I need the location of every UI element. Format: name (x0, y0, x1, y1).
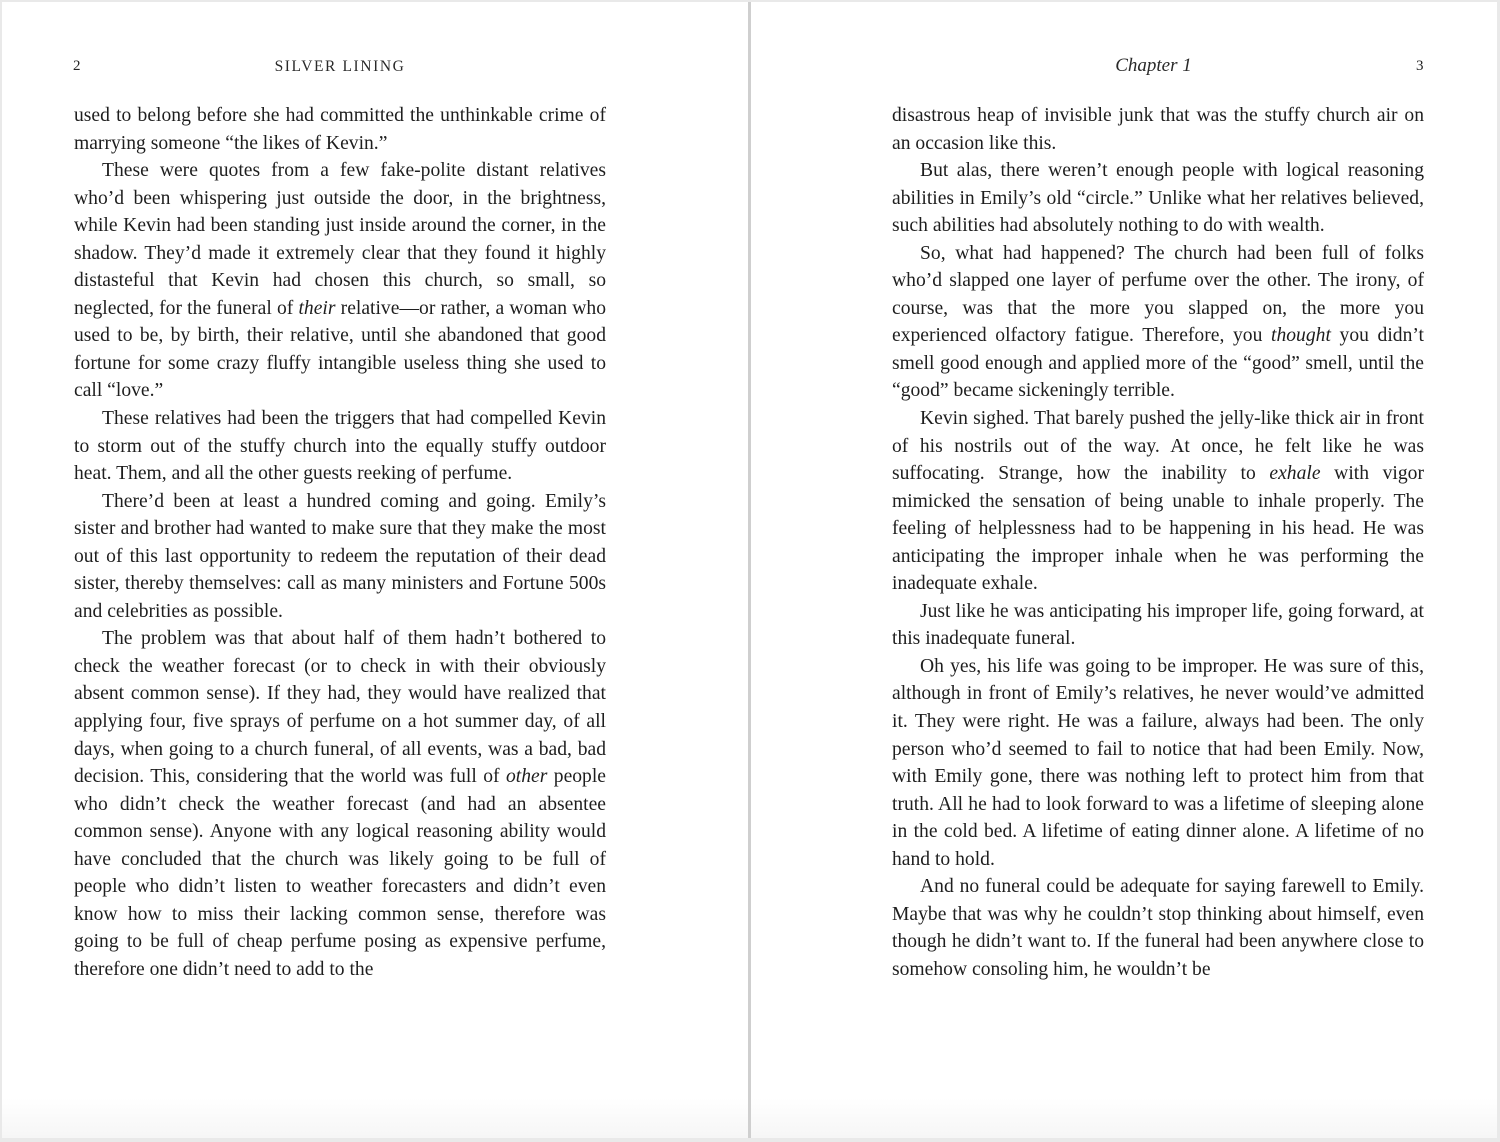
paragraph-text: Oh yes, his life was going to be improper. He was sure of this, although in front of Emily’s relatives, he never would’ve admitted it. They were right. He was a failure, always had been. The only person who’d seemed to fail to notice that had been Emily. Now, with Emily gone, there was nothing left to protect him from that truth. All he had to look forward to was a lifetime of sleeping alone in the cold bed. A lifetime of eating dinner alone. A lifetime of no hand to hold. (892, 655, 1424, 870)
paragraph (892, 598, 1424, 653)
paragraph (892, 102, 1424, 157)
left-body-text (74, 102, 606, 984)
paragraph (74, 157, 606, 405)
paragraph (892, 240, 1424, 405)
paragraph-text: So, what had happened? The church had been full of folks who’d slapped one layer of perfume over the other. The irony, of course, was that the more you slapped on, the more you experienced olfactory fatigue. Therefore, you (892, 242, 1424, 347)
paragraph-text: people who didn’t check the weather forecast (and had an absentee common sense). Anyone with any logical reasoning ability would have concluded that the church was likely going to be full of people who didn’t listen to weather forecasters and didn’t even know how to miss their lacking common sense, therefore was going to be full of cheap perfume posing as expensive perfume, therefore one didn’t need to add to the (74, 766, 606, 980)
paragraph (74, 102, 606, 157)
paragraph-text: These relatives had been the triggers that had compelled Kevin to storm out of the stuffy church into the equally stuffy outdoor heat. Them, and all the other guests reeking of perfume. (74, 408, 606, 485)
paragraph-text: used to belong before she had committed the unthinkable crime of marrying someone “the likes of Kevin.” (74, 105, 606, 154)
emphasis: thought (1271, 325, 1331, 347)
emphasis: their (298, 297, 336, 319)
paragraph-text: And no funeral could be adequate for saying farewell to Emily. Maybe that was why he couldn’t stop thinking about himself, even though he didn’t want to. If the funeral had been anywhere close to somehow consoling him, he wouldn’t be (892, 876, 1424, 980)
paragraph-text: Just like he was anticipating his improper life, going forward, at this inadequate funeral. (892, 600, 1424, 650)
paragraph (74, 625, 606, 983)
paragraph (892, 157, 1424, 240)
paragraph-text: There’d been at least a hundred coming and going. Emily’s sister and brother had wanted to make sure that they make the most out of this last opportunity to redeem the reputation of their dead sister, thereby themselves: call as many ministers and Fortune 500s and celebrities as possible. (74, 490, 606, 622)
right-page-number: 3 (1416, 58, 1424, 74)
paragraph-text: These were quotes from a few fake-polite distant relatives who’d been whispering just outside the door, in the brightness, while Kevin had been standing just inside around the corner, in the shadow. They’d made it extremely clear that they found it highly distasteful that Kevin had chosen this church, so small, so neglected, for the funeral of (74, 160, 606, 319)
paragraph-text: Kevin sighed. That barely pushed the jelly-like thick air in front of his nostrils out of the way. At once, he felt like he was suffocating. Strange, how the inability to (892, 408, 1424, 485)
emphasis: exhale (1269, 463, 1321, 485)
paragraph-text: But alas, there weren’t enough people with logical reasoning abilities in Emily’s old “circle.” Unlike what her relatives believed, such abilities had absolutely nothing to do with wealth. (892, 160, 1424, 237)
paragraph (892, 405, 1424, 598)
paragraph (892, 653, 1424, 873)
emphasis: other (505, 766, 548, 788)
paragraph (892, 873, 1424, 983)
paragraph (74, 405, 606, 488)
paragraph-text: you didn’t smell good enough and applied more of the “good” smell, until the “good” became sickeningly terrible. (892, 325, 1425, 402)
paragraph (74, 488, 606, 626)
paragraph-text: The problem was that about half of them hadn’t bothered to check the weather forecast (or to check in with their obviously absent common sense). If they had, they would have realized that applying four, five sprays of perfume on a hot summer day, of all days, when going to a church funeral, of all events, was a bad, bad decision. This, considering that the world was full of (74, 628, 606, 788)
left-page-number: 2 (73, 58, 81, 74)
left-running-head: SILVER LINING (274, 58, 406, 75)
left-page (2, 2, 748, 1138)
paragraph-text: relative—or rather, a woman who used to be, by birth, their relative, until she abandoned that good fortune for some crazy fluffy intangible useless thing she used to call “love.” (74, 297, 606, 402)
paragraph-text: with vigor mimicked the sensation of being unable to inhale properly. The feeling of helplessness had to be happening in his head. He was anticipating the improper inhale when he was performing the inadequate exhale. (892, 463, 1424, 595)
right-body-text (892, 102, 1424, 984)
paragraph-text: disastrous heap of invisible junk that was the stuffy church air on an occasion like this. (892, 105, 1424, 154)
right-page (751, 2, 1497, 1138)
right-running-head: Chapter 1 (1115, 55, 1192, 76)
